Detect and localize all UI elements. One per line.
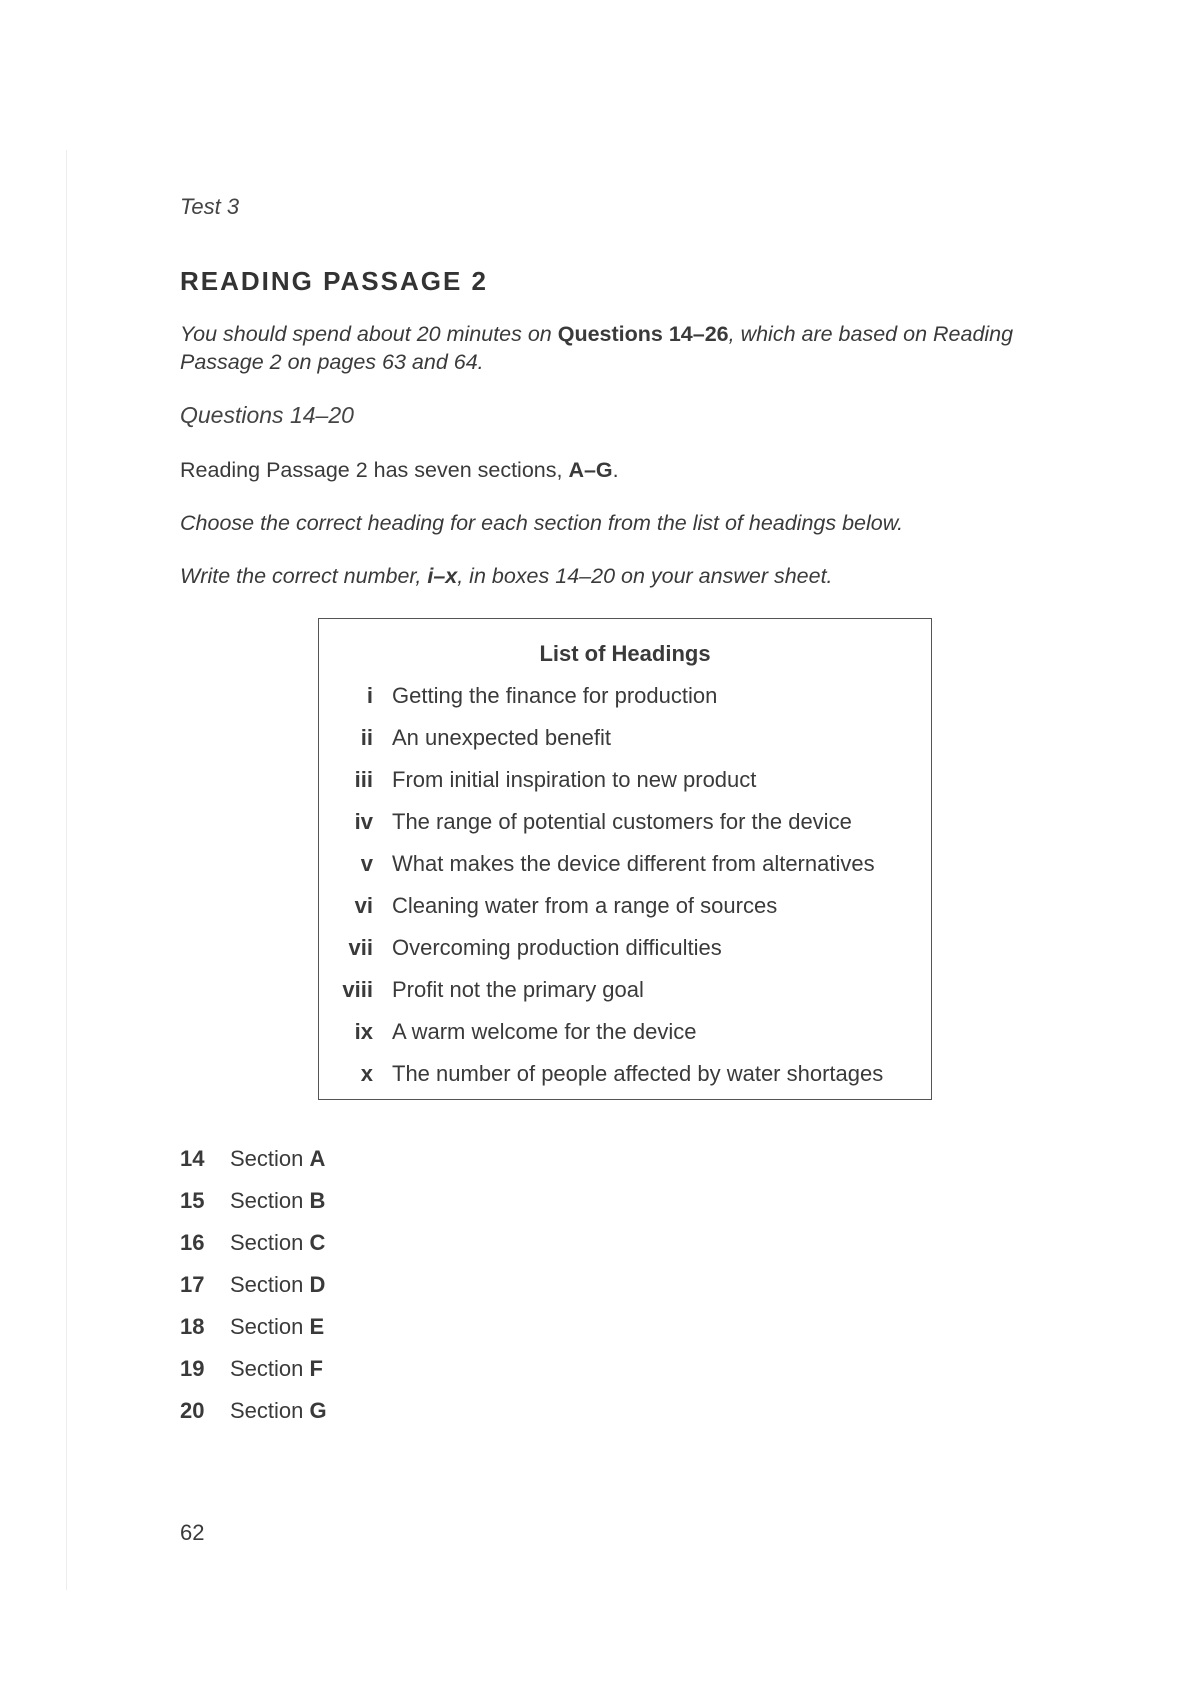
write-instruction (180, 564, 833, 589)
test-label: Test 3 (180, 194, 240, 219)
headings-title: List of Headings (539, 641, 711, 666)
question-label (230, 1398, 327, 1424)
question-number: 18 (180, 1314, 205, 1339)
question-label (230, 1230, 325, 1256)
question-number: 20 (180, 1398, 205, 1423)
instruction-pre: You should spend about 20 minutes on (180, 322, 558, 346)
heading-item (319, 767, 931, 797)
question-label (230, 1314, 324, 1340)
section-word: Section (230, 1398, 304, 1423)
section-letter: E (309, 1314, 325, 1339)
heading-text: Getting the finance for production (392, 683, 718, 708)
heading-item (319, 725, 931, 755)
write-post: , in boxes 14–20 on your answer sheet. (457, 564, 833, 588)
question-label (230, 1146, 325, 1172)
sections-bold: A–G (568, 458, 613, 482)
heading-item (319, 977, 931, 1007)
question-label (230, 1356, 323, 1382)
section-letter: D (309, 1272, 326, 1297)
heading-numeral: x (360, 1061, 373, 1086)
passage-title: READING PASSAGE 2 (180, 266, 489, 296)
heading-numeral: viii (342, 977, 373, 1002)
time-instruction (180, 320, 1080, 376)
sections-post: . (612, 458, 619, 482)
section-letter: G (309, 1398, 327, 1423)
heading-numeral: vii (348, 935, 373, 960)
section-letter: C (309, 1230, 326, 1255)
section-word: Section (230, 1146, 304, 1171)
heading-numeral: vi (354, 893, 373, 918)
heading-text: The number of people affected by water shortages (392, 1061, 884, 1086)
instruction-bold: Questions 14–26 (557, 322, 729, 346)
sections-pre: Reading Passage 2 has seven sections, (180, 458, 569, 482)
section-word: Section (230, 1314, 304, 1339)
heading-text: The range of potential customers for the device (392, 809, 852, 834)
heading-text: What makes the device different from alternatives (392, 851, 875, 876)
heading-text: An unexpected benefit (392, 725, 611, 750)
heading-numeral: ix (354, 1019, 373, 1044)
heading-numeral: i (366, 683, 373, 708)
heading-item (319, 935, 931, 965)
heading-item (319, 851, 931, 881)
choose-instruction: Choose the correct heading for each section from the list of headings below. (180, 511, 904, 535)
question-number: 14 (180, 1146, 205, 1171)
list-of-headings-box (318, 618, 932, 1100)
question-label (230, 1272, 325, 1298)
heading-numeral: iv (354, 809, 373, 834)
question-label (230, 1188, 325, 1214)
heading-text: Profit not the primary goal (392, 977, 644, 1002)
question-number: 17 (180, 1272, 205, 1297)
heading-item (319, 683, 931, 713)
heading-text: A warm welcome for the device (392, 1019, 697, 1044)
questions-range: Questions 14–20 (180, 402, 354, 428)
write-pre: Write the correct number, (180, 564, 428, 588)
section-word: Section (230, 1230, 304, 1255)
heading-item (319, 809, 931, 839)
heading-numeral: v (360, 851, 373, 876)
scan-edge-line (66, 150, 67, 1590)
section-word: Section (230, 1272, 304, 1297)
section-letter: A (309, 1146, 326, 1171)
heading-item (319, 1019, 931, 1049)
write-bold: i–x (427, 564, 458, 588)
heading-numeral: ii (360, 725, 373, 750)
heading-item (319, 893, 931, 923)
heading-text: From initial inspiration to new product (392, 767, 757, 792)
heading-numeral: iii (354, 767, 373, 792)
section-word: Section (230, 1356, 304, 1381)
section-letter: B (309, 1188, 326, 1213)
heading-item (319, 1061, 931, 1091)
sections-intro (180, 458, 619, 483)
question-number: 16 (180, 1230, 205, 1255)
heading-text: Overcoming production difficulties (392, 935, 722, 960)
question-number: 19 (180, 1356, 205, 1381)
section-word: Section (230, 1188, 304, 1213)
instruction-post: , which are based on Reading Passage 2 on pages 63 and 64. (180, 322, 1014, 374)
heading-text: Cleaning water from a range of sources (392, 893, 778, 918)
page-number: 62 (180, 1520, 205, 1545)
question-number: 15 (180, 1188, 205, 1213)
section-letter: F (309, 1356, 323, 1381)
